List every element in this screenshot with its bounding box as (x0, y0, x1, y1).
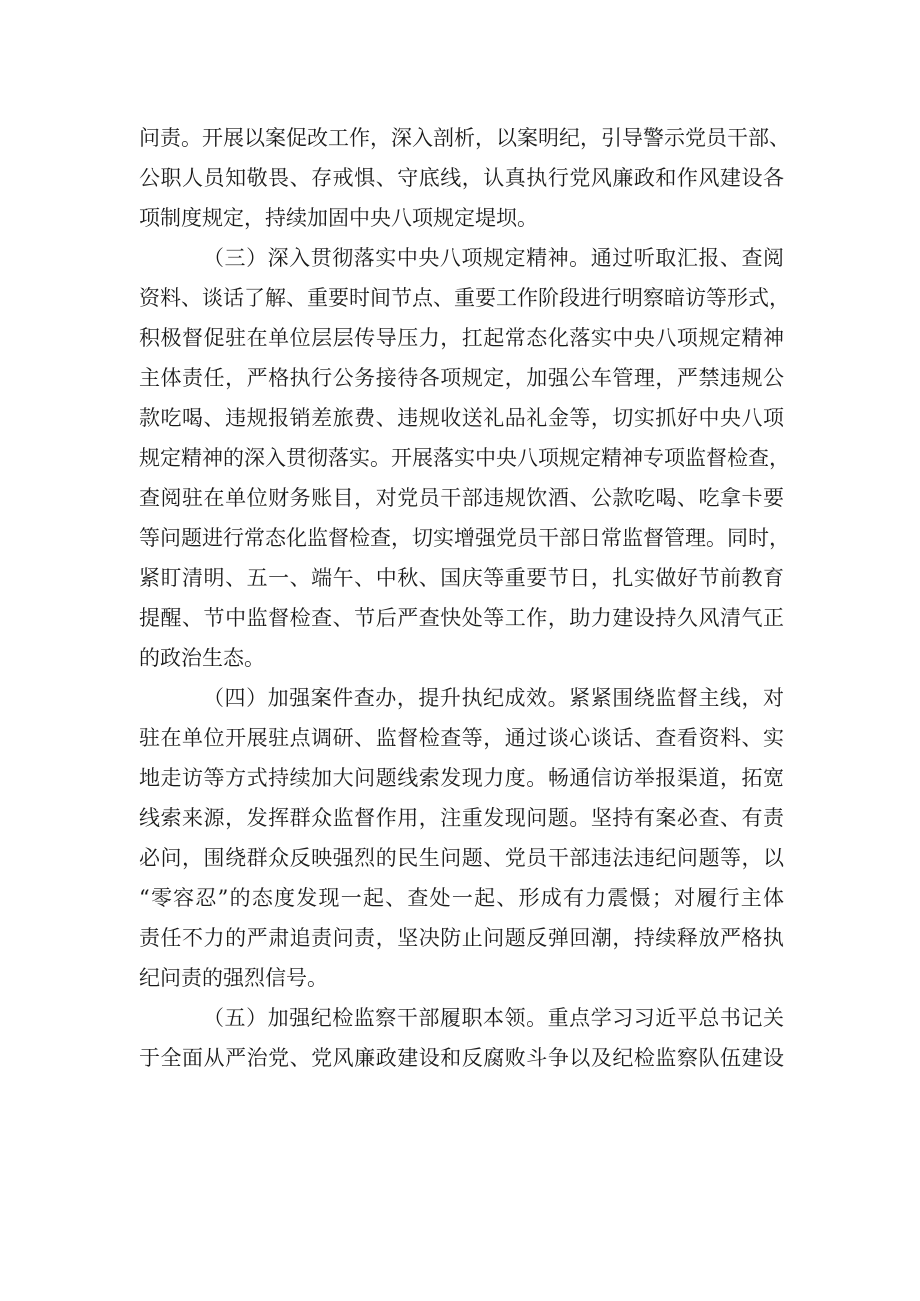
text-line: 驻在单位开展驻点调研、监督检查等，通过谈心谈话、查看资料、实 (139, 726, 784, 750)
text-line: 公职人员知敬畏、存戒惧、守底线，认真执行党风廉政和作风建设各 (139, 166, 784, 190)
text-line: 线索来源，发挥群众监督作用，注重发现问题。坚持有案必查、有责 (139, 806, 784, 830)
text-line: 紧盯清明、五一、端午、中秋、国庆等重要节日，扎实做好节前教育 (139, 566, 784, 590)
text-line: 于全面从严治党、党风廉政建设和反腐败斗争以及纪检监察队伍建设 (139, 1046, 784, 1070)
text-line: 资料、谈话了解、重要时间节点、重要工作阶段进行明察暗访等形式， (139, 286, 790, 310)
text-line: 主体责任，严格执行公务接待各项规定，加强公车管理，严禁违规公 (139, 366, 784, 390)
text-line: 规定精神的深入贯彻落实。开展落实中央八项规定精神专项监督检查， (139, 446, 790, 470)
text-line: 纪问责的强烈信号。 (139, 966, 328, 990)
text-line: 积极督促驻在单位层层传导压力，扛起常态化落实中央八项规定精神 (139, 326, 784, 350)
paragraph-section-four (139, 678, 784, 998)
text-line: 等问题进行常态化监督检查，切实增强党员干部日常监督管理。同时， (139, 526, 790, 550)
text-line: 项制度规定，持续加固中央八项规定堤坝。 (139, 206, 538, 230)
text-line: 款吃喝、违规报销差旅费、违规收送礼品礼金等，切实抓好中央八项 (139, 406, 784, 430)
text-line: 的政治生态。 (139, 646, 265, 670)
section-heading-line: （五）加强纪检监察干部履职本领。重点学习习近平总书记关 (203, 1006, 784, 1030)
paragraph-section-five (139, 998, 784, 1078)
text-line: 提醒、节中监督检查、节后严查快处等工作，助力建设持久风清气正 (139, 606, 784, 630)
document-body (139, 118, 790, 1078)
text-line: “零容忍”的态度发现一起、查处一起、形成有力震慑；对履行主体 (139, 886, 784, 910)
text-line: 必问，围绕群众反映强烈的民生问题、党员干部违法违纪问题等，以 (139, 846, 784, 870)
text-line: 责任不力的严肃追责问责，坚决防止问题反弹回潮，持续释放严格执 (139, 926, 784, 950)
text-line: 地走访等方式持续加大问题线索发现力度。畅通信访举报渠道，拓宽 (139, 766, 784, 790)
section-heading-line: （四）加强案件查办，提升执纪成效。紧紧围绕监督主线，对 (203, 686, 784, 710)
text-line: 问责。开展以案促改工作，深入剖析，以案明纪，引导警示党员干部、 (139, 126, 790, 150)
paragraph-accountability (139, 118, 790, 238)
text-line: 查阅驻在单位财务账目，对党员干部违规饮酒、公款吃喝、吃拿卡要 (139, 486, 784, 510)
section-heading-line: （三）深入贯彻落实中央八项规定精神。通过听取汇报、查阅 (203, 246, 784, 270)
paragraph-section-three (139, 238, 790, 678)
